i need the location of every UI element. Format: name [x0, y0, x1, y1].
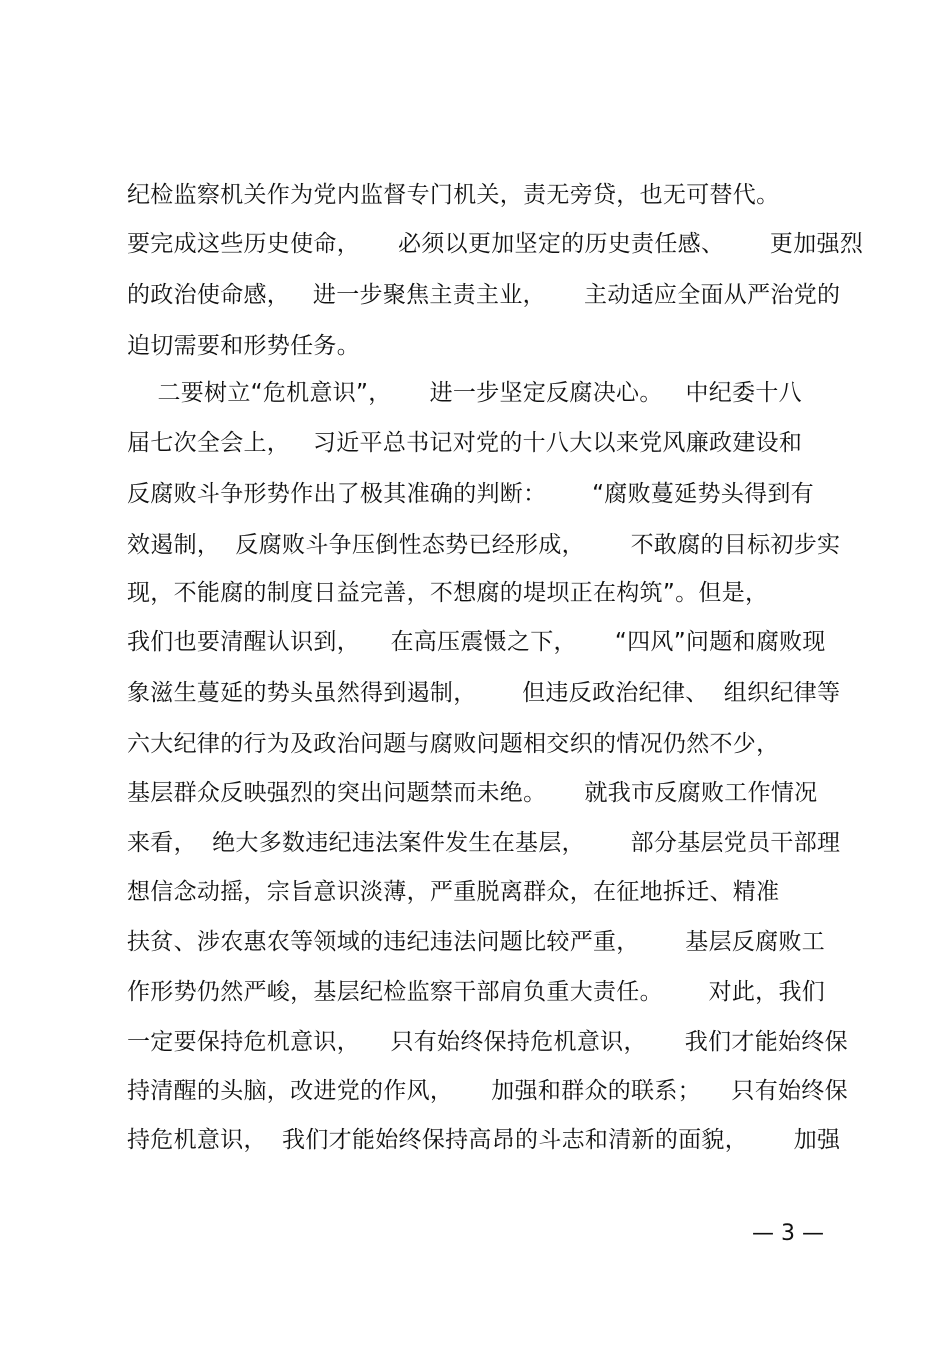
paragraph-line: 要完成这些历史使命， 必须以更加坚定的历史责任感、 更加强烈	[127, 231, 864, 257]
paragraph-line: 的政治使命感， 进一步聚焦主责主业， 主动适应全面从严治党的	[127, 282, 841, 308]
paragraph-line: 作形势仍然严峻，基层纪检监察干部肩负重大责任。 对此，我们	[127, 979, 826, 1005]
paragraph-line: 纪检监察机关作为党内监督专门机关，责无旁贷，也无可替代。	[127, 182, 780, 208]
paragraph-line: 象滋生蔓延的势头虽然得到遏制， 但违反政治纪律、 组织纪律等	[127, 680, 841, 706]
paragraph-line: 一定要保持危机意识， 只有始终保持危机意识， 我们才能始终保	[127, 1029, 848, 1055]
paragraph-line: 迫切需要和形势任务。	[127, 333, 360, 359]
paragraph-line: 反腐败斗争形势作出了极其准确的判断： “腐败蔓延势头得到有	[127, 481, 814, 507]
paragraph-line: 六大纪律的行为及政治问题与腐败问题相交织的情况仍然不少，	[127, 731, 780, 757]
paragraph-line: 想信念动摇，宗旨意识淡薄，严重脱离群众，在征地拆迁、精准	[127, 879, 780, 905]
paragraph-line: 持清醒的头脑，改进党的作风， 加强和群众的联系； 只有始终保	[127, 1078, 848, 1104]
paragraph-line: 现，不能腐的制度日益完善，不想腐的堤坝正在构筑”。但是，	[127, 580, 769, 606]
paragraph-line: 基层群众反映强烈的突出问题禁而未绝。 就我市反腐败工作情况	[127, 780, 818, 806]
paragraph-line: 二要树立“危机意识”， 进一步坚定反腐决心。 中纪委十八	[127, 380, 802, 406]
paragraph-line: 持危机意识， 我们才能始终保持高昂的斗志和清新的面貌， 加强	[127, 1127, 841, 1153]
paragraph-line: 扶贫、涉农惠农等领域的违纪违法问题比较严重， 基层反腐败工	[127, 929, 826, 955]
paragraph-line: 效遏制， 反腐败斗争压倒性态势已经形成， 不敢腐的目标初步实	[127, 532, 841, 558]
page-number: — 3 —	[752, 1221, 824, 1246]
paragraph-line: 我们也要清醒认识到， 在高压震慑之下， “四风”问题和腐败现	[127, 629, 826, 655]
paragraph-line: 届七次全会上， 习近平总书记对党的十八大以来党风廉政建设和	[127, 430, 803, 456]
paragraph-line: 来看， 绝大多数违纪违法案件发生在基层， 部分基层党员干部理	[127, 830, 841, 856]
